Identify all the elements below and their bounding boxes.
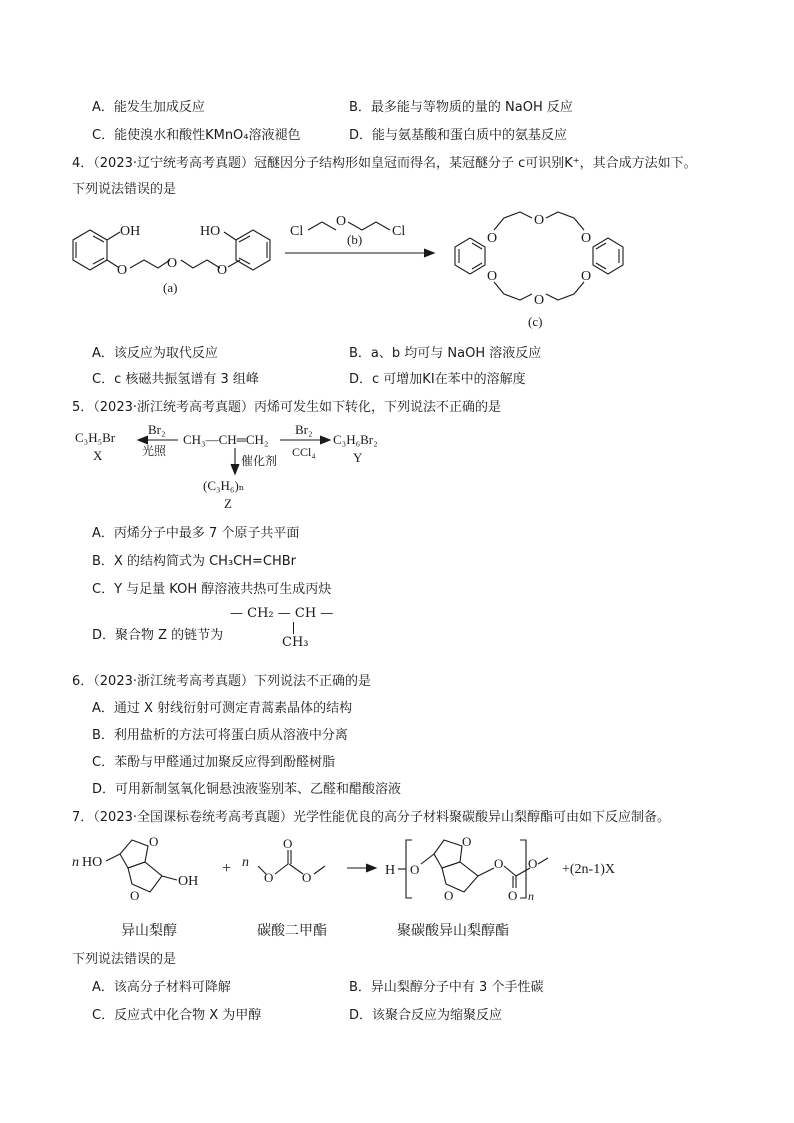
q4-reaction-scheme — [60, 200, 660, 330]
q6-option-c: C．苯酚与甲醛通过加聚反应得到酚醛树脂 — [92, 755, 336, 770]
svg-text:O: O — [130, 888, 140, 903]
svg-text:CCl₄: CCl₄ — [292, 445, 316, 459]
svg-text:O: O — [528, 856, 538, 871]
q7-product-tail: +(2n-1)X — [562, 862, 615, 877]
q6-option-a: A．通过 X 射线衍射可测定青蒿素晶体的结构 — [92, 701, 353, 716]
svg-text:O: O — [336, 214, 347, 229]
svg-text:H: H — [385, 863, 396, 878]
polycarbonate — [385, 834, 615, 903]
svg-text:Br₂: Br₂ — [295, 422, 313, 437]
q4-option-a: A．该反应为取代反应 — [92, 346, 218, 361]
svg-text:O: O — [264, 870, 274, 885]
svg-text:O: O — [534, 293, 545, 308]
svg-text:n: n — [72, 855, 79, 870]
svg-text:Cl: Cl — [290, 224, 304, 239]
svg-text:O: O — [444, 888, 454, 903]
svg-text:O: O — [149, 834, 159, 849]
q5-transformation-scheme — [70, 418, 410, 518]
q7-option-c: C．反应式中化合物 X 为甲醇 — [92, 1008, 262, 1023]
dimethyl-carbonate — [242, 836, 325, 885]
q7-oh: OH — [178, 874, 199, 889]
q3-option-c: C．能使溴水和酸性KMnO₄溶液褪色 — [92, 128, 301, 143]
q7-option-b: B．异山梨醇分子中有 3 个手性碳 — [349, 980, 544, 995]
q5-option-b: B．X 的结构简式为 CH₃CH=CHBr — [92, 554, 297, 569]
svg-text:O: O — [508, 888, 518, 903]
q6-option-d: D．可用新制氢氧化铜悬浊液鉴别苯、乙醛和醋酸溶液 — [92, 782, 402, 797]
q5-y-label: Y — [353, 450, 363, 465]
svg-text:O: O — [167, 256, 178, 271]
q7-option-d: D．该聚合反应为缩聚反应 — [349, 1008, 503, 1023]
svg-text:O: O — [217, 263, 228, 278]
q7-name-polycarbonate: 聚碳酸异山梨醇酯 — [397, 923, 509, 939]
svg-text:O: O — [534, 213, 545, 228]
svg-text:Cl: Cl — [392, 224, 406, 239]
svg-text:O: O — [487, 269, 498, 284]
q4-o-label: O — [117, 263, 128, 278]
q3-option-b: B．最多能与等物质的量的 NaOH 反应 — [349, 100, 573, 115]
q5-x-formula: C₃H₅Br — [75, 430, 116, 445]
svg-text:O: O — [302, 870, 312, 885]
q4-label-a: (a) — [163, 280, 178, 295]
q3-option-d: D．能与氨基酸和蛋白质中的氨基反应 — [349, 128, 568, 143]
svg-text:+: + — [222, 860, 232, 877]
q5-option-d: D．聚合物 Z 的链节为 — [92, 628, 224, 643]
q4-label-c: (c) — [528, 314, 543, 329]
q7-name-isosorbide: 异山梨醇 — [121, 923, 177, 939]
q4-label-b: (b) — [347, 232, 363, 247]
q5-chain-bond — [293, 622, 294, 634]
molecule-c — [455, 212, 623, 329]
svg-text:O: O — [494, 856, 504, 871]
svg-text:O: O — [581, 231, 592, 246]
q7-stem: 7．（2023·全国课标卷统考高考真题）光学性能优良的高分子材料聚碳酸异山梨醇酯可由如下反应制备。 — [72, 810, 670, 825]
q5-stem: 5．（2023·浙江统考高考真题）丙烯可发生如下转化，下列说法不正确的是 — [72, 400, 501, 415]
q7-name-dimethyl-carbonate: 碳酸二甲酯 — [257, 923, 327, 939]
q7-option-a: A．该高分子材料可降解 — [92, 980, 231, 995]
q5-x-label: X — [93, 448, 103, 463]
q5-option-a: A．丙烯分子中最多 7 个原子共平面 — [92, 526, 300, 541]
q7-reaction-scheme — [70, 828, 670, 920]
svg-text:O: O — [487, 231, 498, 246]
q5-z-label: Z — [224, 496, 232, 511]
q4-stem: 4．（2023·辽宁统考高考真题）冠醚因分子结构形如皇冠而得名，某冠醚分子 c可识别K⁺，其合成方法如下。 — [72, 156, 697, 171]
q4-stem-line2: 下列说法错误的是 — [72, 182, 177, 197]
svg-text:O: O — [283, 836, 293, 851]
svg-text:光照: 光照 — [142, 444, 167, 458]
svg-text:n: n — [242, 855, 249, 870]
svg-text:n: n — [528, 889, 534, 903]
q6-option-b: B．利用盐析的方法可将蛋白质从溶液中分离 — [92, 728, 348, 743]
q7-nho: HO — [82, 855, 103, 870]
svg-text:O: O — [410, 862, 420, 877]
q4-option-c: C．c 核磁共振氢谱有 3 组峰 — [92, 372, 259, 387]
reaction-arrow — [285, 214, 434, 257]
q6-stem: 6．（2023·浙江统考高考真题）下列说法不正确的是 — [72, 674, 371, 689]
q5-chain-unit: — CH₂ — CH — — [230, 606, 334, 621]
q5-option-c: C．Y 与足量 KOH 醇溶液共热可生成丙炔 — [92, 582, 332, 597]
q4-option-d: D．c 可增加KI在苯中的溶解度 — [349, 372, 526, 387]
q4-oh-label: OH — [120, 224, 141, 239]
q7-stem2: 下列说法错误的是 — [72, 952, 177, 967]
molecule-a — [73, 224, 270, 295]
svg-text:催化剂: 催化剂 — [241, 454, 278, 468]
q5-propene: CH₃—CH═CH₂ — [183, 432, 269, 447]
q4-option-b: B．a、b 均可与 NaOH 溶液反应 — [349, 346, 542, 361]
q4-ho-label: HO — [200, 224, 221, 239]
q5-y-formula: C₃H₆Br₂ — [333, 432, 378, 447]
q5-z-formula: (C₃H₆)ₙ — [203, 478, 245, 493]
svg-text:O: O — [581, 269, 592, 284]
isosorbide — [72, 834, 198, 903]
svg-text:O: O — [462, 834, 472, 849]
svg-text:Br₂: Br₂ — [148, 422, 166, 437]
q3-option-a: A．能发生加成反应 — [92, 100, 205, 115]
q5-chain-ch3: CH₃ — [282, 635, 309, 650]
